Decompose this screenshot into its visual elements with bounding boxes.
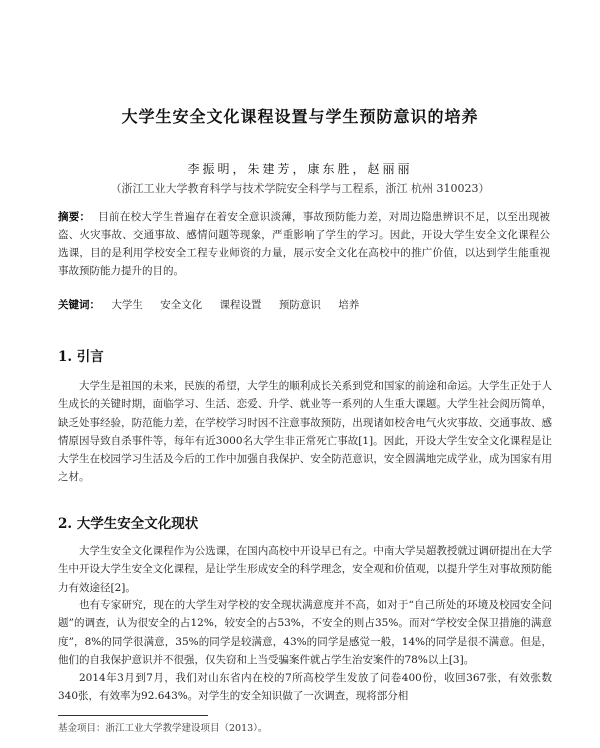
keyword: 预防意识 <box>278 299 321 311</box>
keyword: 培养 <box>338 299 360 311</box>
keyword: 大学生 <box>111 299 143 311</box>
abstract-text: 目前在校大学生普遍存在着安全意识淡薄，事故预防能力差，对周边隐患辨识不足，以至出现被盗、火灾事故、交通事故、感情问题等现象，严重影响了学生的学习。因此，开设大学生安全文化课程公选课，目的是利用学校安全工程专业师资的力量，展示安全文化在高校中的推广价值，以达到学生能重视事故预防能力提升的目的。 <box>58 211 551 277</box>
paper-title: 大学生安全文化课程设置与学生预防意识的培养 <box>121 107 479 126</box>
paper-authors: 李振明，朱建芳，康东胜，赵丽丽 <box>187 162 413 176</box>
keywords-block <box>58 296 550 314</box>
keyword: 安全文化 <box>160 299 203 311</box>
keywords-label: 关键词： <box>58 299 100 311</box>
status-paragraph-3: 2014年3月到7月，我们对山东省内在校的7所高校学生发放了问卷400份，收回367张，有效张数340张，有效率为92.643%。对学生的安全知识做了一次调查，现将部分相 <box>58 672 552 703</box>
keyword: 课程设置 <box>219 299 262 311</box>
paper-affiliation: （浙江工业大学教育科学与技术学院安全科学与工程系，浙江 杭州 310023） <box>110 182 490 195</box>
section-heading-intro: 1. 引言 <box>58 349 104 365</box>
abstract-block <box>58 208 550 280</box>
abstract-label: 摘要： <box>58 211 91 223</box>
section-heading-status: 2. 大学生安全文化现状 <box>58 516 199 532</box>
intro-paragraph: 大学生是祖国的未来，民族的希望，大学生的顺利成长关系到党和国家的前途和命运。大学生正处于人生成长的关键时期，面临学习、生活、恋爱、升学、就业等一系列的人生重大课题。大学生社会阅历简单，缺乏处事经验，防范能力差，在学校学习时因不注意事故预防，出现诸如校舍电气火灾事故、交通事故、感情原因导致自杀事件等，每年有近3000名大学生非正常死亡事故[1]。因此，开设大学生安全文化课程是让大学生在校园学习生活及今后的工作中加强自我保护、安全防范意识，安全圆满地完成学业，成为国家有用之材。 <box>58 380 552 484</box>
status-paragraph-2: 也有专家研究，现在的大学生对学校的安全现状满意度并不高，如对于“自己所处的环境及校园安全问题”的调查，认为很安全的占12%，较安全的占53%，不安全的则占35%。而对“学校安全保卫措施的满意度”，8%的同学很满意，35%的同学是较满意，43%的同学是感觉一般，14%的同学是很不满意。但是，他们的自我保护意识并不很强，仅失窃和上当受骗案件就占学生治安案件的78%以上[3]。 <box>58 599 552 666</box>
status-paragraph-1: 大学生安全文化课程作为公选课，在国内高校中开设早已有之。中南大学吴超教授就过调研提出在大学生中开设大学生安全文化课程，是让学生形成安全的科学理念，安全观和价值观，以提升学生对事故预防能力有效途径[2]。 <box>58 545 552 594</box>
footnote-divider <box>58 715 208 716</box>
footnote: 基金项目：浙江工业大学教学建设项目（2013）。 <box>58 723 268 734</box>
